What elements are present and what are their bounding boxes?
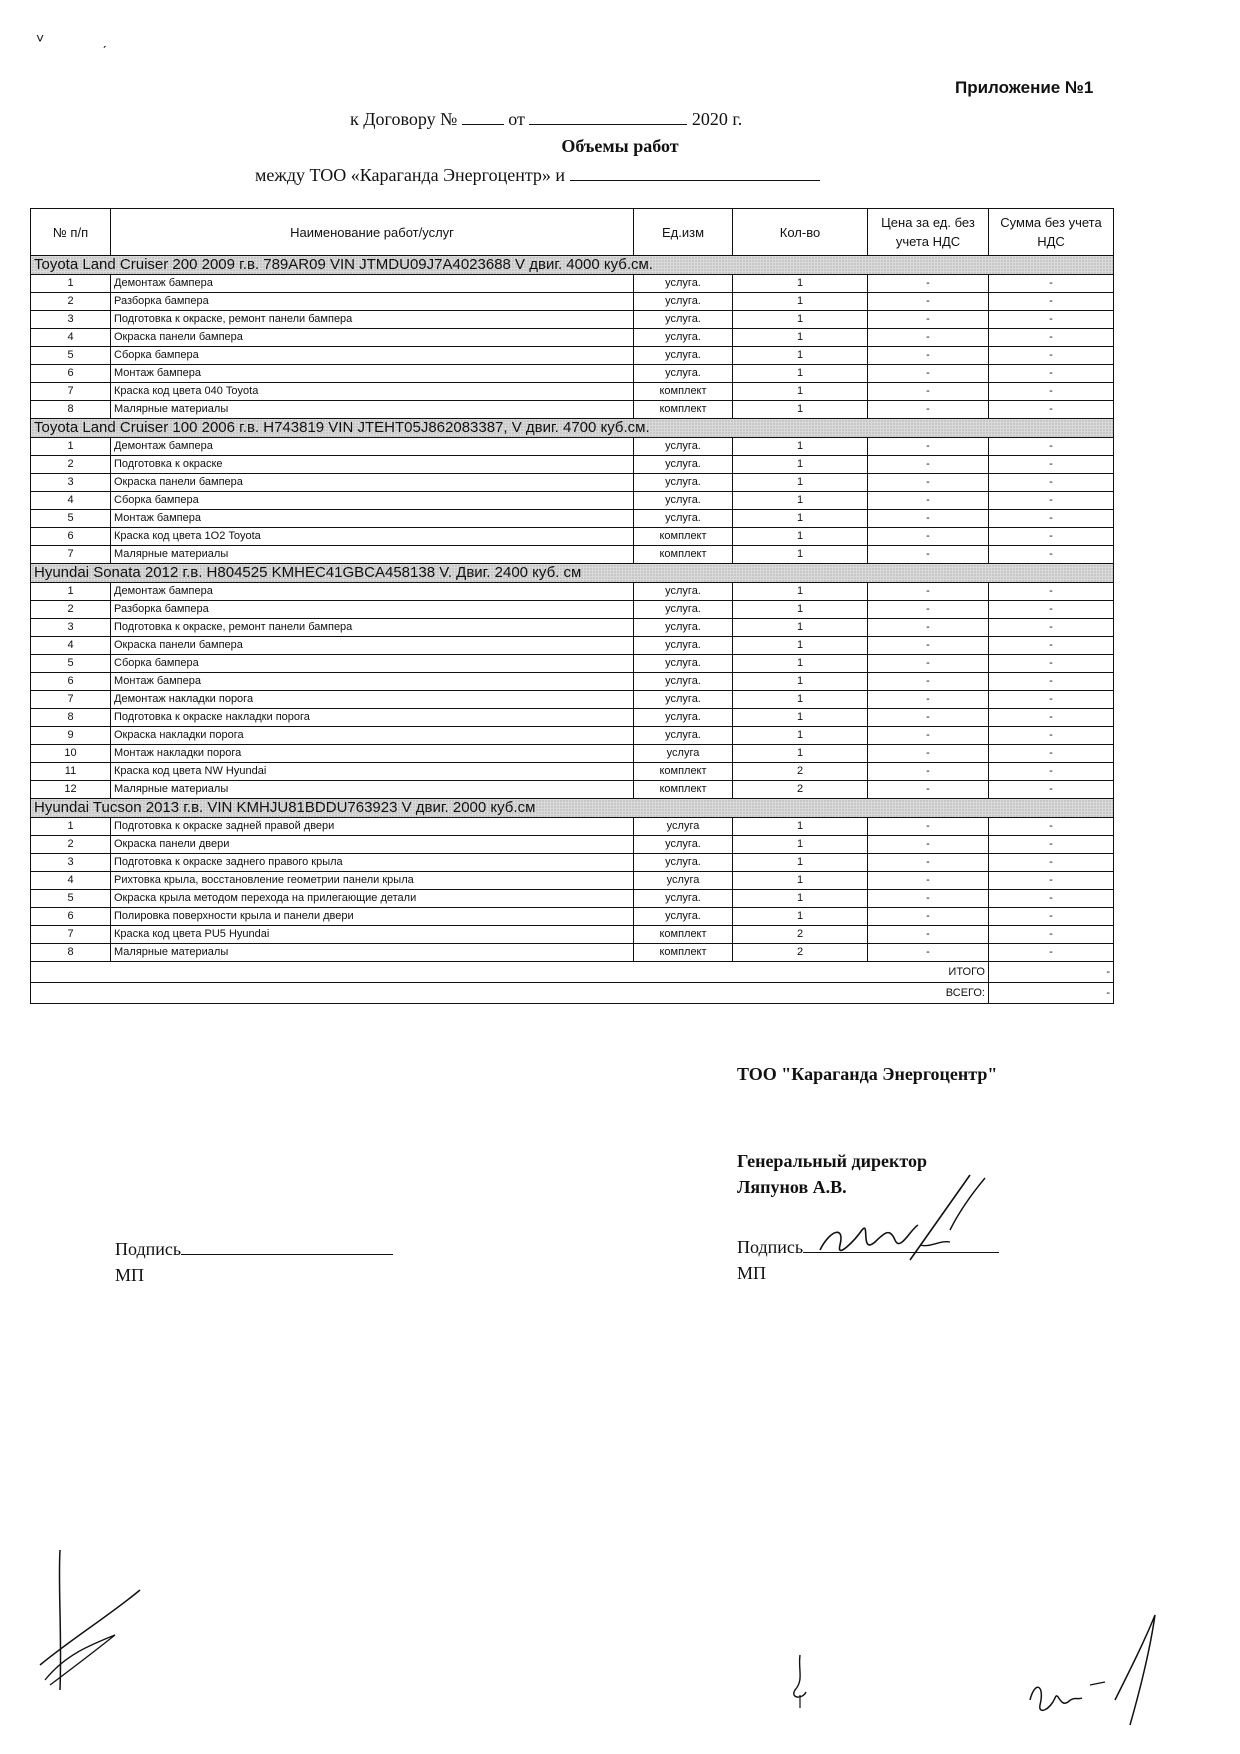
- table-body: [31, 256, 1114, 1004]
- sum-cell: -: [989, 727, 1114, 745]
- table-row: [31, 619, 1114, 637]
- unit-price-cell: -: [868, 383, 989, 401]
- work-name-cell: Сборка бампера: [111, 492, 634, 510]
- scan-mark: ˏ: [102, 32, 107, 48]
- unit-price-cell: -: [868, 691, 989, 709]
- unit-cell: услуга.: [634, 709, 733, 727]
- signature-label-left: Подпись: [115, 1239, 182, 1259]
- unit-price-cell: -: [868, 745, 989, 763]
- unit-cell: услуга: [634, 818, 733, 836]
- row-number-cell: 1: [31, 275, 111, 293]
- row-number-cell: 2: [31, 456, 111, 474]
- work-name-cell: Малярные материалы: [111, 944, 634, 962]
- quantity-cell: 1: [733, 275, 868, 293]
- work-name-cell: Малярные материалы: [111, 546, 634, 564]
- work-name-cell: Рихтовка крыла, восстановление геометрии панели крыла: [111, 872, 634, 890]
- unit-price-cell: -: [868, 311, 989, 329]
- col-header-qty: Кол-во: [733, 209, 868, 256]
- table-row: [31, 347, 1114, 365]
- quantity-cell: 1: [733, 908, 868, 926]
- work-name-cell: Окраска панели бампера: [111, 637, 634, 655]
- unit-price-cell: -: [868, 944, 989, 962]
- unit-cell: услуга: [634, 745, 733, 763]
- quantity-cell: 1: [733, 673, 868, 691]
- row-number-cell: 6: [31, 528, 111, 546]
- table-row: [31, 818, 1114, 836]
- sum-cell: -: [989, 673, 1114, 691]
- vehicle-group-row: [31, 419, 1114, 438]
- unit-cell: услуга.: [634, 438, 733, 456]
- sum-cell: -: [989, 619, 1114, 637]
- unit-cell: услуга.: [634, 510, 733, 528]
- work-name-cell: Сборка бампера: [111, 655, 634, 673]
- row-number-cell: 1: [31, 583, 111, 601]
- quantity-cell: 1: [733, 872, 868, 890]
- work-name-cell: Демонтаж бампера: [111, 583, 634, 601]
- row-number-cell: 7: [31, 546, 111, 564]
- work-name-cell: Окраска панели бампера: [111, 329, 634, 347]
- unit-price-cell: -: [868, 583, 989, 601]
- unit-price-cell: -: [868, 854, 989, 872]
- unit-cell: комплект: [634, 763, 733, 781]
- sum-cell: -: [989, 347, 1114, 365]
- unit-cell: комплект: [634, 781, 733, 799]
- unit-cell: комплект: [634, 546, 733, 564]
- table-row: [31, 854, 1114, 872]
- table-row: [31, 673, 1114, 691]
- total-label: ВСЕГО:: [31, 983, 989, 1004]
- signature-block-left: [115, 1236, 393, 1288]
- between-text: между ТОО «Караганда Энергоцентр» и: [255, 165, 566, 185]
- sum-cell: -: [989, 329, 1114, 347]
- quantity-cell: 1: [733, 528, 868, 546]
- quantity-cell: 1: [733, 401, 868, 419]
- director-name: Ляпунов А.В.: [737, 1177, 847, 1197]
- unit-price-cell: -: [868, 365, 989, 383]
- quantity-cell: 1: [733, 510, 868, 528]
- contract-year: 2020 г.: [691, 109, 743, 129]
- contract-from: от: [508, 109, 525, 129]
- unit-cell: услуга: [634, 872, 733, 890]
- row-number-cell: 7: [31, 383, 111, 401]
- quantity-cell: 1: [733, 745, 868, 763]
- attachment-label: Приложение №1: [955, 78, 1094, 97]
- sum-cell: -: [989, 709, 1114, 727]
- unit-price-cell: -: [868, 836, 989, 854]
- work-name-cell: Малярные материалы: [111, 401, 634, 419]
- row-number-cell: 8: [31, 401, 111, 419]
- col-header-number: № п/п: [31, 209, 111, 256]
- unit-price-cell: -: [868, 763, 989, 781]
- work-name-cell: Краска код цвета NW Hyundai: [111, 763, 634, 781]
- unit-price-cell: -: [868, 601, 989, 619]
- table-row: [31, 492, 1114, 510]
- unit-cell: комплект: [634, 401, 733, 419]
- quantity-cell: 1: [733, 818, 868, 836]
- table-row: [31, 745, 1114, 763]
- quantity-cell: 1: [733, 583, 868, 601]
- work-name-cell: Подготовка к окраске: [111, 456, 634, 474]
- vehicle-title: Toyota Land Cruiser 100 2006 г.в. H743819 VIN JTEHT05J862083387, V двиг. 4700 куб.см.: [31, 419, 1114, 438]
- quantity-cell: 1: [733, 438, 868, 456]
- table-row: [31, 601, 1114, 619]
- quantity-cell: 1: [733, 293, 868, 311]
- signature-label-right: Подпись: [737, 1237, 804, 1257]
- row-number-cell: 7: [31, 926, 111, 944]
- row-number-cell: 9: [31, 727, 111, 745]
- vehicle-group-row: [31, 799, 1114, 818]
- table-row: [31, 383, 1114, 401]
- row-number-cell: 4: [31, 492, 111, 510]
- work-name-cell: Монтаж бампера: [111, 510, 634, 528]
- work-name-cell: Окраска накладки порога: [111, 727, 634, 745]
- table-row: [31, 709, 1114, 727]
- unit-cell: услуга.: [634, 655, 733, 673]
- sum-cell: -: [989, 763, 1114, 781]
- between-line: [255, 164, 820, 186]
- quantity-cell: 1: [733, 619, 868, 637]
- work-name-cell: Разборка бампера: [111, 601, 634, 619]
- row-number-cell: 3: [31, 311, 111, 329]
- table-row: [31, 944, 1114, 962]
- scan-mark: ˅: [36, 30, 45, 46]
- sum-cell: -: [989, 908, 1114, 926]
- sum-cell: -: [989, 401, 1114, 419]
- unit-price-cell: -: [868, 401, 989, 419]
- unit-price-cell: -: [868, 546, 989, 564]
- unit-price-cell: -: [868, 293, 989, 311]
- work-name-cell: Подготовка к окраске, ремонт панели бампера: [111, 619, 634, 637]
- unit-cell: услуга.: [634, 329, 733, 347]
- total-label: ИТОГО: [31, 962, 989, 983]
- company-name: ТОО "Караганда Энергоцентр": [737, 1064, 998, 1084]
- unit-cell: комплект: [634, 383, 733, 401]
- sum-cell: -: [989, 944, 1114, 962]
- sum-cell: -: [989, 528, 1114, 546]
- contract-line: [350, 108, 742, 130]
- table-row: [31, 655, 1114, 673]
- sum-cell: -: [989, 655, 1114, 673]
- row-number-cell: 2: [31, 293, 111, 311]
- unit-cell: услуга.: [634, 601, 733, 619]
- counterparty-blank: [570, 164, 820, 181]
- unit-price-cell: -: [868, 655, 989, 673]
- unit-cell: услуга.: [634, 311, 733, 329]
- quantity-cell: 1: [733, 637, 868, 655]
- contract-prefix: к Договору №: [350, 109, 458, 129]
- vehicle-group-row: [31, 564, 1114, 583]
- sum-cell: -: [989, 691, 1114, 709]
- unit-price-cell: -: [868, 908, 989, 926]
- quantity-cell: 1: [733, 347, 868, 365]
- document-title: Объемы работ: [561, 136, 679, 156]
- unit-price-cell: -: [868, 890, 989, 908]
- sum-cell: -: [989, 854, 1114, 872]
- quantity-cell: 1: [733, 474, 868, 492]
- work-name-cell: Подготовка к окраске, ремонт панели бампера: [111, 311, 634, 329]
- contract-number-blank: [462, 108, 504, 125]
- sum-cell: -: [989, 275, 1114, 293]
- quantity-cell: 1: [733, 492, 868, 510]
- sum-cell: -: [989, 890, 1114, 908]
- work-name-cell: Подготовка к окраске заднего правого крыла: [111, 854, 634, 872]
- work-name-cell: Краска код цвета 1О2 Toyota: [111, 528, 634, 546]
- unit-price-cell: -: [868, 347, 989, 365]
- quantity-cell: 1: [733, 365, 868, 383]
- total-row: [31, 962, 1114, 983]
- row-number-cell: 6: [31, 365, 111, 383]
- sum-cell: -: [989, 637, 1114, 655]
- unit-price-cell: -: [868, 781, 989, 799]
- stamp-label-left: МП: [115, 1265, 145, 1285]
- sum-cell: -: [989, 492, 1114, 510]
- unit-price-cell: -: [868, 275, 989, 293]
- table-row: [31, 311, 1114, 329]
- unit-price-cell: -: [868, 709, 989, 727]
- unit-cell: услуга.: [634, 474, 733, 492]
- quantity-cell: 1: [733, 383, 868, 401]
- quantity-cell: 2: [733, 763, 868, 781]
- row-number-cell: 1: [31, 818, 111, 836]
- table-header-row: [31, 209, 1114, 256]
- sum-cell: -: [989, 872, 1114, 890]
- work-name-cell: Подготовка к окраске задней правой двери: [111, 818, 634, 836]
- initials-mark-left: [30, 1545, 150, 1695]
- col-header-name: Наименование работ/услуг: [111, 209, 634, 256]
- unit-price-cell: -: [868, 673, 989, 691]
- work-name-cell: Монтаж бампера: [111, 673, 634, 691]
- unit-price-cell: -: [868, 637, 989, 655]
- table-row: [31, 546, 1114, 564]
- table-row: [31, 781, 1114, 799]
- sum-cell: -: [989, 836, 1114, 854]
- row-number-cell: 12: [31, 781, 111, 799]
- unit-cell: комплект: [634, 944, 733, 962]
- row-number-cell: 8: [31, 709, 111, 727]
- work-name-cell: Полировка поверхности крыла и панели двери: [111, 908, 634, 926]
- initials-mark-middle: [780, 1650, 820, 1710]
- unit-price-cell: -: [868, 474, 989, 492]
- total-value: -: [989, 983, 1114, 1004]
- unit-price-cell: -: [868, 872, 989, 890]
- unit-price-cell: -: [868, 727, 989, 745]
- stamp-label-right: МП: [737, 1263, 767, 1283]
- table-row: [31, 510, 1114, 528]
- quantity-cell: 1: [733, 727, 868, 745]
- unit-price-cell: -: [868, 438, 989, 456]
- signature-line-left: [181, 1238, 393, 1255]
- unit-cell: услуга.: [634, 890, 733, 908]
- work-name-cell: Окраска панели бампера: [111, 474, 634, 492]
- quantity-cell: 1: [733, 655, 868, 673]
- sum-cell: -: [989, 546, 1114, 564]
- row-number-cell: 5: [31, 890, 111, 908]
- sum-cell: -: [989, 781, 1114, 799]
- col-header-unit: Ед.изм: [634, 209, 733, 256]
- table-row: [31, 872, 1114, 890]
- table-row: [31, 691, 1114, 709]
- unit-cell: комплект: [634, 528, 733, 546]
- quantity-cell: 1: [733, 546, 868, 564]
- row-number-cell: 10: [31, 745, 111, 763]
- row-number-cell: 2: [31, 836, 111, 854]
- table-row: [31, 438, 1114, 456]
- work-name-cell: Подготовка к окраске накладки порога: [111, 709, 634, 727]
- row-number-cell: 3: [31, 474, 111, 492]
- row-number-cell: 11: [31, 763, 111, 781]
- quantity-cell: 2: [733, 781, 868, 799]
- unit-cell: услуга.: [634, 908, 733, 926]
- table-row: [31, 836, 1114, 854]
- row-number-cell: 3: [31, 619, 111, 637]
- sum-cell: -: [989, 583, 1114, 601]
- work-name-cell: Краска код цвета 040 Toyota: [111, 383, 634, 401]
- col-header-sum: Сумма без учета НДС: [989, 209, 1114, 256]
- unit-cell: услуга.: [634, 854, 733, 872]
- quantity-cell: 1: [733, 329, 868, 347]
- sum-cell: -: [989, 456, 1114, 474]
- work-name-cell: Малярные материалы: [111, 781, 634, 799]
- work-name-cell: Разборка бампера: [111, 293, 634, 311]
- unit-price-cell: -: [868, 456, 989, 474]
- unit-cell: услуга.: [634, 347, 733, 365]
- unit-price-cell: -: [868, 329, 989, 347]
- sum-cell: -: [989, 293, 1114, 311]
- director-title: Генеральный директор: [737, 1151, 927, 1171]
- unit-cell: услуга.: [634, 365, 733, 383]
- director-signature: [800, 1170, 1000, 1280]
- sum-cell: -: [989, 745, 1114, 763]
- unit-cell: услуга.: [634, 619, 733, 637]
- table-row: [31, 637, 1114, 655]
- works-table: [30, 208, 1114, 1004]
- work-name-cell: Окраска панели двери: [111, 836, 634, 854]
- table-row: [31, 365, 1114, 383]
- sum-cell: -: [989, 365, 1114, 383]
- unit-price-cell: -: [868, 818, 989, 836]
- unit-price-cell: -: [868, 619, 989, 637]
- table-row: [31, 275, 1114, 293]
- row-number-cell: 5: [31, 510, 111, 528]
- row-number-cell: 4: [31, 329, 111, 347]
- table-row: [31, 401, 1114, 419]
- row-number-cell: 7: [31, 691, 111, 709]
- unit-price-cell: -: [868, 528, 989, 546]
- vehicle-title: Hyundai Tucson 2013 г.в. VIN KMHJU81BDDU763923 V двиг. 2000 куб.см: [31, 799, 1114, 818]
- table-row: [31, 293, 1114, 311]
- work-name-cell: Демонтаж бампера: [111, 438, 634, 456]
- row-number-cell: 1: [31, 438, 111, 456]
- table-row: [31, 890, 1114, 908]
- quantity-cell: 1: [733, 311, 868, 329]
- quantity-cell: 1: [733, 601, 868, 619]
- unit-cell: услуга.: [634, 727, 733, 745]
- vehicle-title: Toyota Land Cruiser 200 2009 г.в. 789AR09 VIN JTMDU09J7A4023688 V двиг. 4000 куб.см.: [31, 256, 1114, 275]
- table-row: [31, 763, 1114, 781]
- table-row: [31, 926, 1114, 944]
- unit-cell: услуга.: [634, 691, 733, 709]
- quantity-cell: 1: [733, 836, 868, 854]
- quantity-cell: 1: [733, 854, 868, 872]
- unit-cell: услуга.: [634, 583, 733, 601]
- unit-cell: комплект: [634, 926, 733, 944]
- row-number-cell: 3: [31, 854, 111, 872]
- table-row: [31, 474, 1114, 492]
- unit-cell: услуга.: [634, 673, 733, 691]
- row-number-cell: 6: [31, 908, 111, 926]
- table-row: [31, 583, 1114, 601]
- quantity-cell: 1: [733, 456, 868, 474]
- total-row: [31, 983, 1114, 1004]
- unit-cell: услуга.: [634, 275, 733, 293]
- work-name-cell: Окраска крыла методом перехода на прилегающие детали: [111, 890, 634, 908]
- row-number-cell: 4: [31, 637, 111, 655]
- vehicle-title: Hyundai Sonata 2012 г.в. H804525 KMHEC41GBCA458138 V. Двиг. 2400 куб. см: [31, 564, 1114, 583]
- unit-cell: услуга.: [634, 456, 733, 474]
- unit-price-cell: -: [868, 510, 989, 528]
- sum-cell: -: [989, 383, 1114, 401]
- quantity-cell: 1: [733, 709, 868, 727]
- sum-cell: -: [989, 311, 1114, 329]
- table-row: [31, 908, 1114, 926]
- unit-price-cell: -: [868, 926, 989, 944]
- sum-cell: -: [989, 818, 1114, 836]
- work-name-cell: Монтаж бампера: [111, 365, 634, 383]
- row-number-cell: 6: [31, 673, 111, 691]
- sum-cell: -: [989, 438, 1114, 456]
- unit-cell: услуга.: [634, 637, 733, 655]
- row-number-cell: 8: [31, 944, 111, 962]
- total-value: -: [989, 962, 1114, 983]
- row-number-cell: 5: [31, 655, 111, 673]
- quantity-cell: 2: [733, 926, 868, 944]
- work-name-cell: Сборка бампера: [111, 347, 634, 365]
- vehicle-group-row: [31, 256, 1114, 275]
- quantity-cell: 1: [733, 890, 868, 908]
- work-name-cell: Монтаж накладки порога: [111, 745, 634, 763]
- sum-cell: -: [989, 510, 1114, 528]
- work-name-cell: Демонтаж бампера: [111, 275, 634, 293]
- table-row: [31, 528, 1114, 546]
- unit-cell: услуга.: [634, 492, 733, 510]
- work-name-cell: Краска код цвета PU5 Hyundai: [111, 926, 634, 944]
- sum-cell: -: [989, 601, 1114, 619]
- unit-cell: услуга.: [634, 836, 733, 854]
- sum-cell: -: [989, 474, 1114, 492]
- row-number-cell: 4: [31, 872, 111, 890]
- sum-cell: -: [989, 926, 1114, 944]
- contract-date-blank: [529, 108, 687, 125]
- row-number-cell: 2: [31, 601, 111, 619]
- quantity-cell: 2: [733, 944, 868, 962]
- work-name-cell: Демонтаж накладки порога: [111, 691, 634, 709]
- initials-mark-right: [1020, 1610, 1180, 1730]
- unit-price-cell: -: [868, 492, 989, 510]
- table-row: [31, 329, 1114, 347]
- table-row: [31, 727, 1114, 745]
- table-row: [31, 456, 1114, 474]
- quantity-cell: 1: [733, 691, 868, 709]
- col-header-price: Цена за ед. без учета НДС: [868, 209, 989, 256]
- unit-cell: услуга.: [634, 293, 733, 311]
- row-number-cell: 5: [31, 347, 111, 365]
